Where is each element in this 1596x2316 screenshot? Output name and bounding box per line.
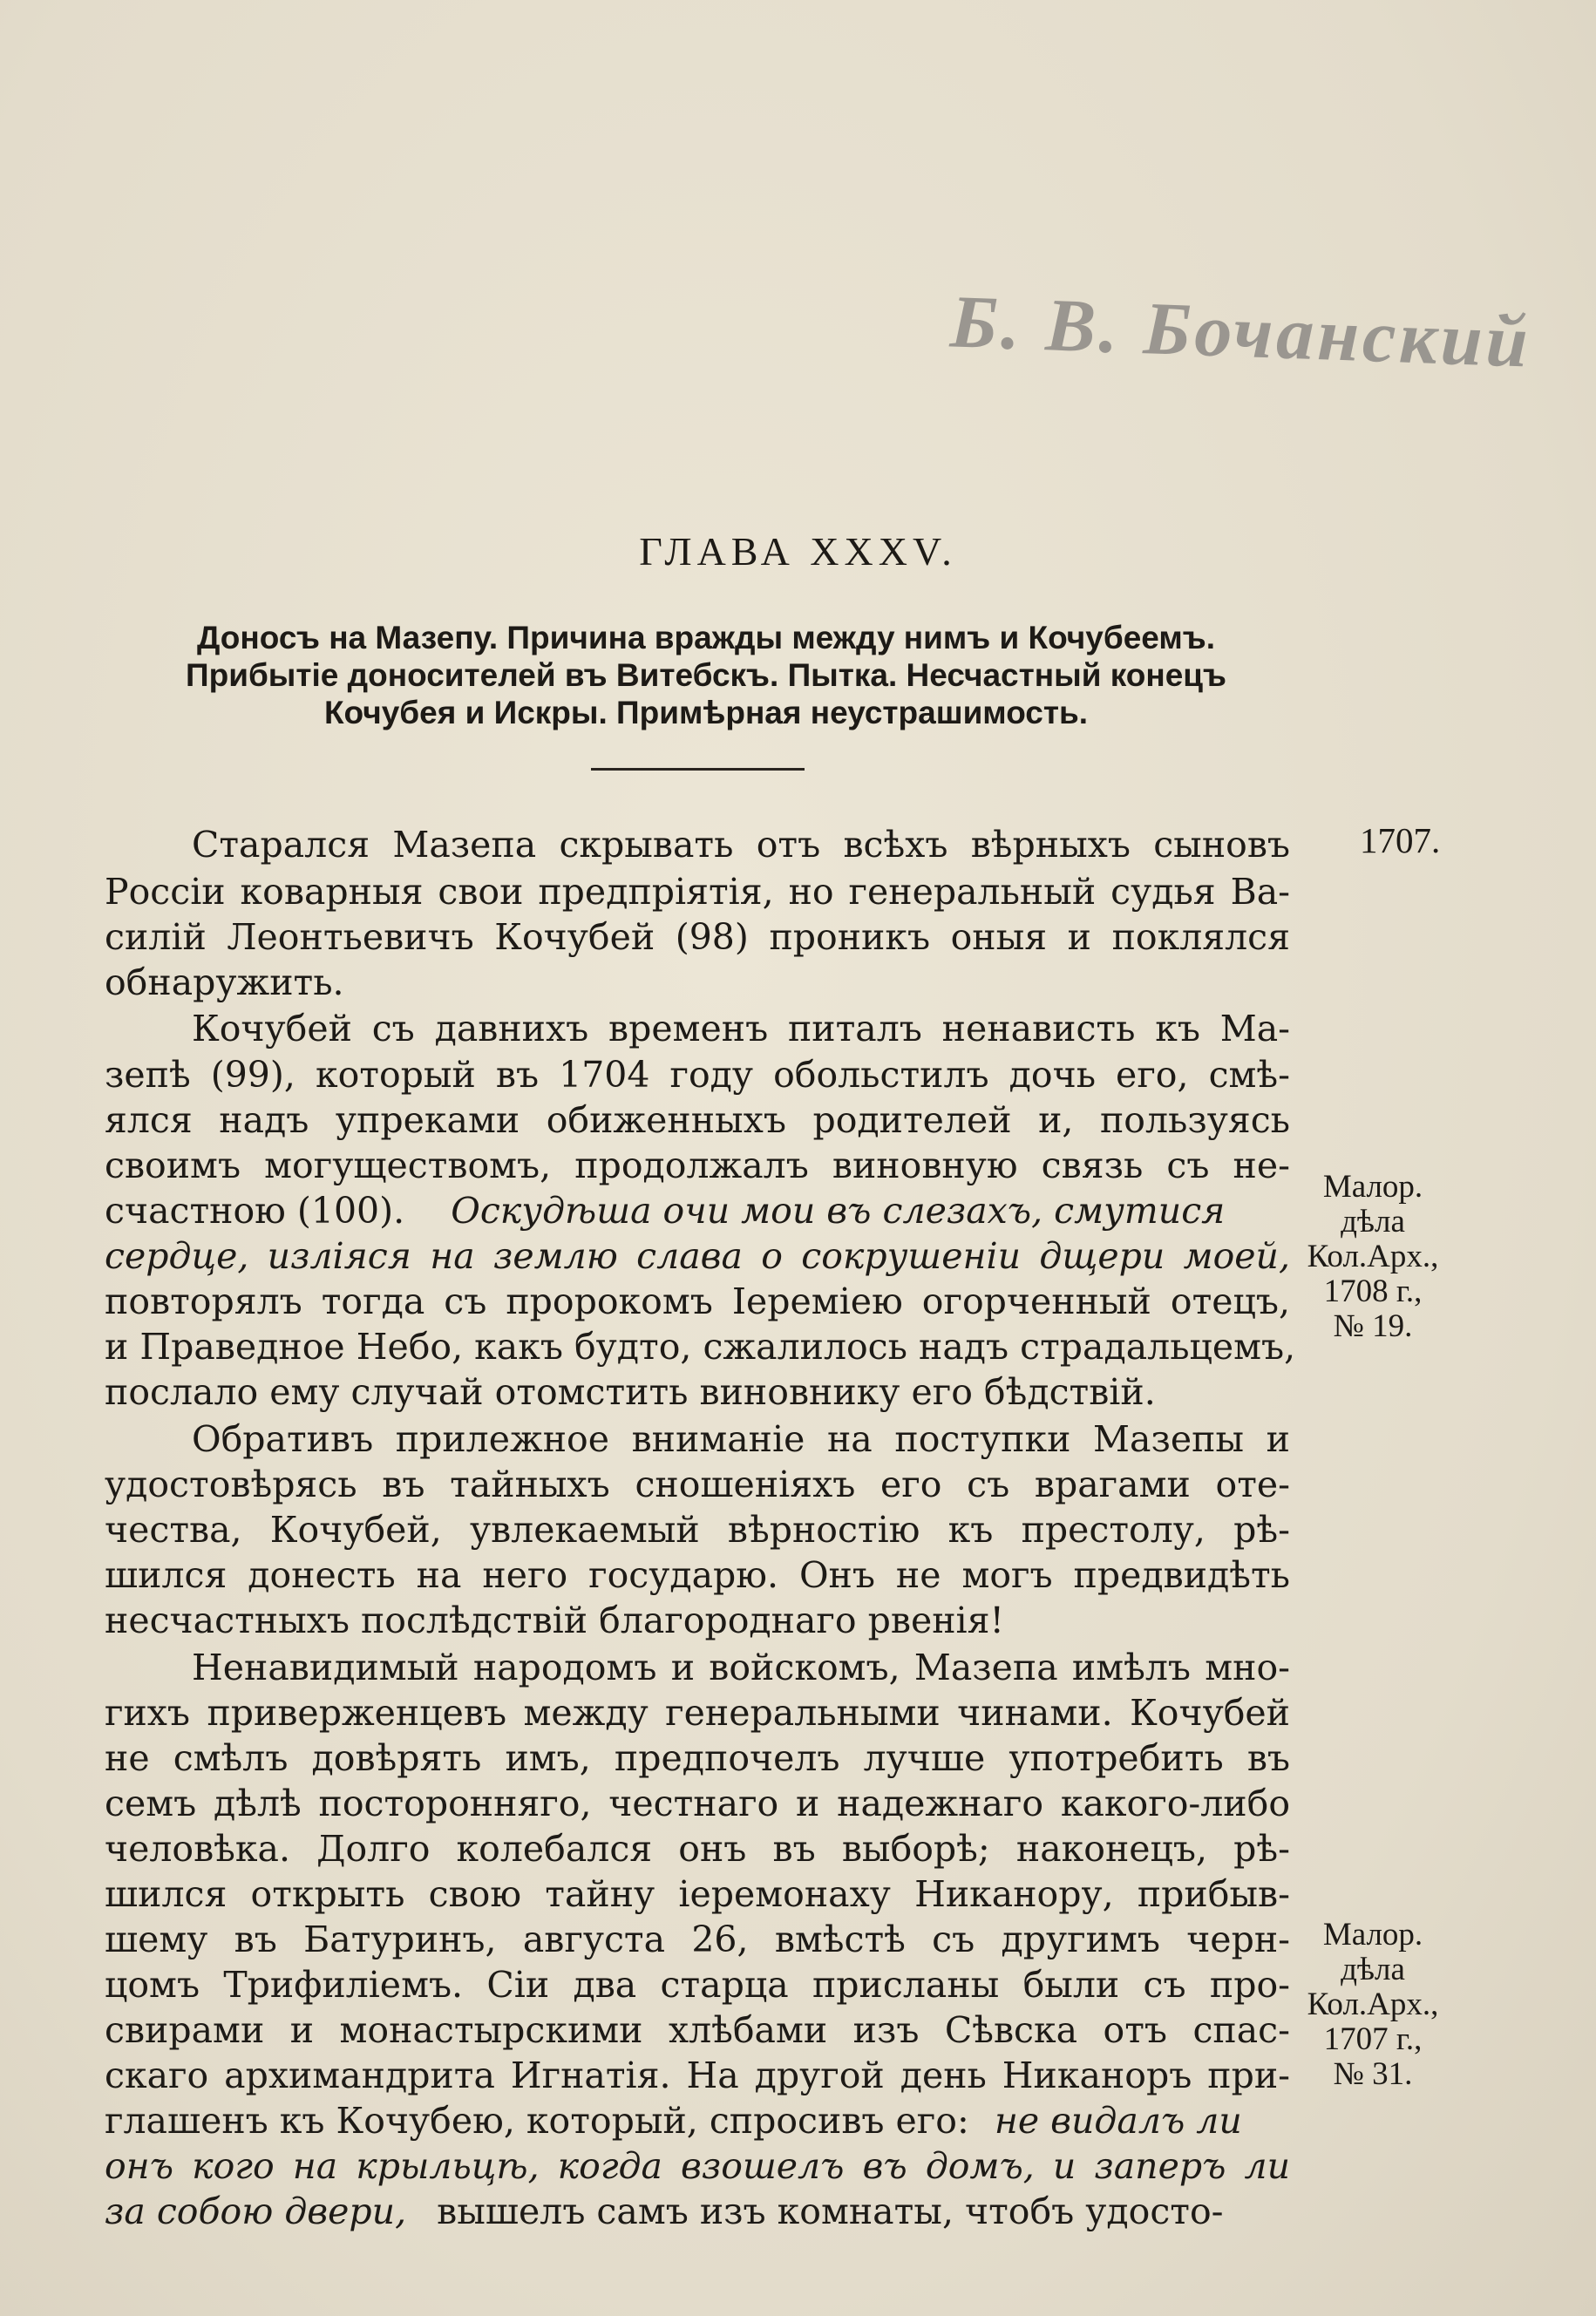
italic-quote: онъ кого на крыльцѣ, когда взошелъ въ домъ, и заперъ ли [105,2145,1290,2187]
owner-stamp: Б. В. Бочанский [948,279,1533,384]
italic-quote: Оскудѣша очи мои въ слезахъ, смутися [451,1190,1226,1232]
chapter-summary [96,619,1316,731]
text-line: скаго архимандрита Игнатія. На другой день Никаноръ при- [105,2055,1290,2096]
text-line [105,1233,1290,1280]
text-line: Россіи коварныя свои предпріятія, но генеральный судья Ва- [105,871,1290,913]
text-line: Обративъ прилежное вниманіе на поступки Мазепы и [192,1418,1290,1460]
text-line: и Праведное Небо, какъ будто, сжалилось надъ страдальцемъ, [105,1326,1296,1368]
text-line: силій Леонтьевичъ Кочубей (98) проникъ оныя и поклялся [105,916,1290,958]
margin-note-line: Малор. [1322,1917,1423,1953]
text-run: вышелъ самъ изъ комнаты, чтобъ удосто- [437,2190,1224,2232]
text-line: шился донесть на него государю. Онъ не могъ предвидѣть [105,1554,1290,1596]
margin-note [1290,1918,1456,2092]
text-line: цомъ Трифиліемъ. Сіи два старца присланы были съ про- [105,1964,1290,2006]
text-line-mixed [105,2188,1290,2235]
text-line: шему въ Батуринъ, августа 26, вмѣстѣ съ другимъ черн- [105,1919,1290,1960]
text-line: гихъ приверженцевъ между генеральными чинами. Кочубей [105,1692,1290,1734]
text-line: ялся надъ упреками обиженныхъ родителей и, пользуясь [105,1099,1290,1141]
summary-line: Доносъ на Мазепу. Причина вражды между нимъ и Кочубеемъ. [196,620,1216,655]
italic-quote: за собою двери, [105,2190,407,2232]
text-line: Кочубей съ давнихъ временъ питалъ ненависть къ Ма- [192,1008,1290,1049]
text-line: шился открыть свою тайну іеремонаху Никанору, прибыв- [105,1873,1290,1915]
text-line [105,2143,1290,2190]
text-line: Ненавидимый народомъ и войскомъ, Мазепа имѣлъ мно- [192,1647,1290,1688]
chapter-title: ГЛАВА XXXV. [639,529,957,574]
margin-note-line: № 19. [1333,1308,1413,1344]
margin-note-line: 1707 г., [1323,2021,1423,2057]
margin-note-line: Малор. [1322,1169,1423,1205]
margin-note-line: дѣла [1341,1204,1405,1240]
margin-note-line: Кол.Арх., [1307,1239,1439,1274]
text-line: чества, Кочубей, увлекаемый вѣрностію къ престолу, рѣ- [105,1509,1290,1551]
summary-line: Кочубея и Искры. Примѣрная неустрашимость. [323,695,1089,730]
margin-note [1290,1170,1456,1344]
text-run: глашенъ къ Кочубею, который, спросивъ его: [105,2100,969,2142]
italic-quote: не видалъ ли [994,2100,1242,2142]
text-line: не смѣлъ довѣрять имъ, предпочелъ лучше употребить въ [105,1737,1290,1779]
divider-rule [591,768,805,771]
text-line: обнаружить. [105,961,344,1003]
text-line: удостовѣрясь въ тайныхъ сношеніяхъ его съ врагами оте- [105,1464,1290,1505]
text-line-mixed [105,1187,1290,1234]
text-run: счастною (100). [105,1190,405,1232]
text-line: зепѣ (99), который въ 1704 году обольстилъ дочь его, смѣ- [105,1054,1290,1096]
text-line: несчастныхъ послѣдствій благороднаго рвенія! [105,1599,1004,1641]
summary-line: Прибытіе доносителей въ Витебскъ. Пытка. Несчастный конецъ [186,657,1226,693]
margin-note-line: 1708 г., [1323,1273,1423,1309]
italic-quote: сердце, изліяся на землю слава о сокрушеніи дщери моей, [105,1235,1290,1277]
margin-note-line: дѣла [1341,1952,1405,1987]
text-line: человѣка. Долго колебался онъ въ выборѣ; наконецъ, рѣ- [105,1828,1290,1870]
text-line: повторялъ тогда съ пророкомъ Іереміею огорченный отецъ, [105,1280,1290,1322]
text-line-mixed [105,2097,1290,2144]
margin-year: 1707. [1360,820,1441,860]
text-line: семъ дѣлѣ посторонняго, честнаго и надежнаго какого-либо [105,1783,1290,1824]
margin-note-line: Кол.Арх., [1307,1987,1439,2022]
text-line: свирами и монастырскими хлѣбами изъ Сѣвска отъ спас- [105,2009,1290,2051]
text-line: своимъ могуществомъ, продолжалъ виновную связь съ не- [105,1144,1290,1186]
text-line: Старался Мазепа скрывать отъ всѣхъ вѣрныхъ сыновъ [192,824,1290,866]
margin-note-line: № 31. [1333,2056,1413,2092]
text-line: послало ему случай отомстить виновнику его бѣдствій. [105,1371,1156,1413]
